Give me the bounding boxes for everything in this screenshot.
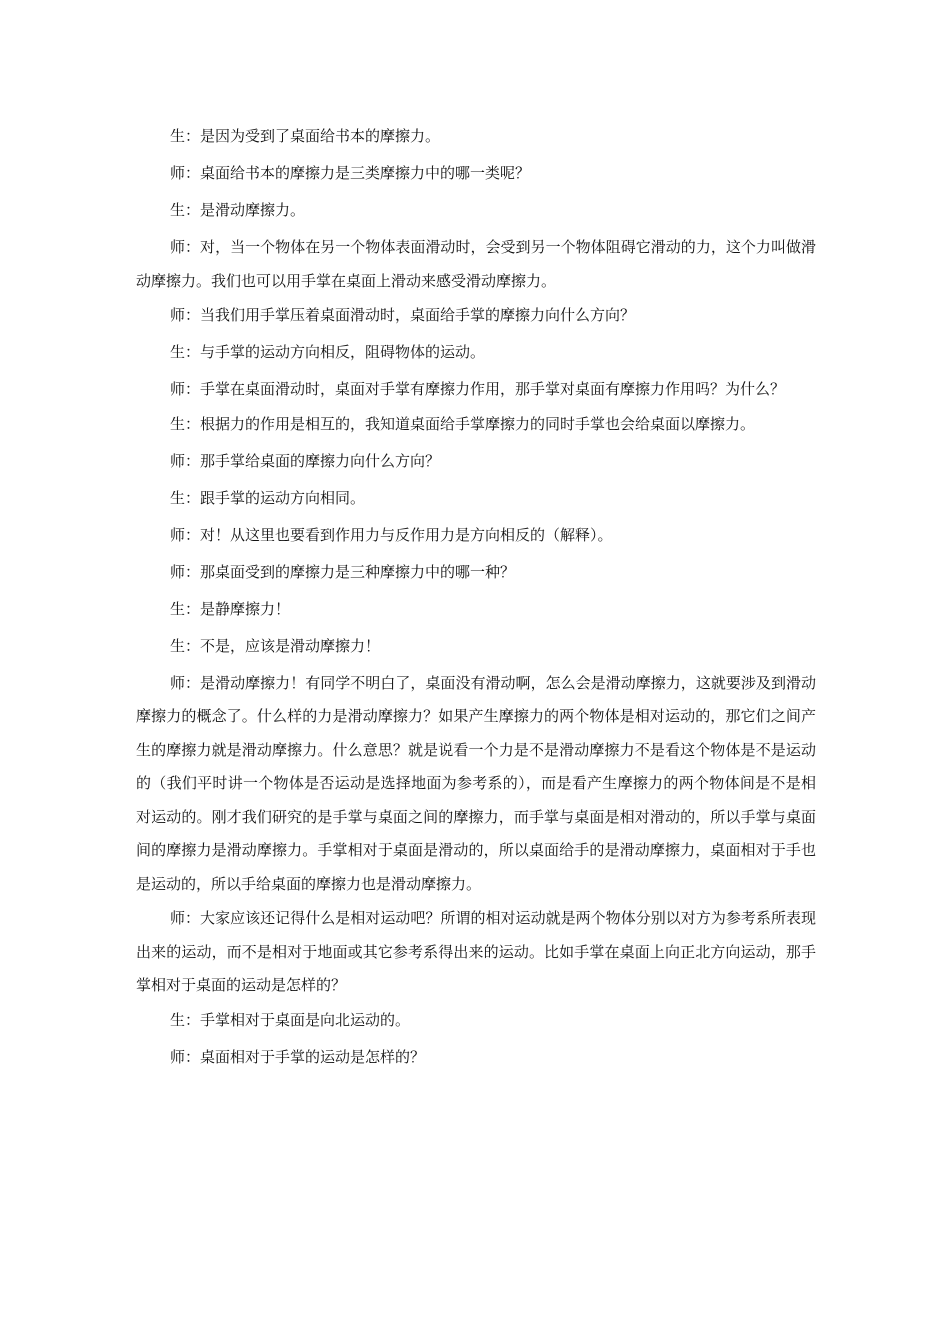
paragraph: 师：对，当一个物体在另一个物体表面滑动时，会受到另一个物体阻碍它滑动的力，这个力叫做滑动摩擦力。我们也可以用手掌在桌面上滑动来感受滑动摩擦力。 — [136, 238, 816, 290]
paragraph: 师：那手掌给桌面的摩擦力向什么方向？ — [170, 451, 441, 470]
paragraph: 生：跟手掌的运动方向相同。 — [170, 488, 366, 507]
paragraph: 师：那桌面受到的摩擦力是三种摩擦力中的哪一种？ — [170, 562, 516, 581]
paragraph: 生：与手掌的运动方向相反，阻碍物体的运动。 — [170, 343, 486, 361]
paragraph: 师：手掌在桌面滑动时，桌面对手掌有摩擦力作用，那手掌对桌面有摩擦力作用吗？为什么？ — [170, 380, 786, 398]
paragraph: 生：是静摩擦力！ — [170, 599, 291, 618]
paragraph: 生：手掌相对于桌面是向北运动的。 — [170, 1010, 411, 1029]
paragraph: 生：根据力的作用是相互的，我知道桌面给手掌摩擦力的同时手掌也会给桌面以摩擦力。 — [170, 414, 756, 433]
paragraph: 师：对！从这里也要看到作用力与反作用力是方向相反的（解释）。 — [170, 525, 613, 544]
paragraph: 师：桌面给书本的摩擦力是三类摩擦力中的哪一类呢？ — [170, 164, 531, 182]
paragraph: 生：是滑动摩擦力。 — [170, 201, 306, 219]
paragraph: 师：是滑动摩擦力！有同学不明白了，桌面没有滑动啊，怎么会是滑动摩擦力，这就要涉及到滑动摩擦力的概念了。什么样的力是滑动摩擦力？如果产生摩擦力的两个物体是相对运动的，那它们之间产生的摩擦力就是滑动摩擦力。什么意思？就是说看一个力是不是滑动摩擦力不是看这个物体是不是运动的（我们平时讲一个物体是否运动是选择地面为参考系的），而是看产生摩擦力的两个物体间是不是相对运动的。刚才我们研究的是手掌与桌面之间的摩擦力，而手掌与桌面是相对滑动的，所以手掌与桌面间的摩擦力是滑动摩擦力。手掌相对于桌面是滑动的，所以桌面给手的是滑动摩擦力，桌面相对于手也是运动的，所以手给桌面的摩擦力也是滑动摩擦力。 — [136, 673, 816, 893]
paragraph: 师：大家应该还记得什么是相对运动吧？所谓的相对运动就是两个物体分别以对方为参考系所表现出来的运动，而不是相对于地面或其它参考系得出来的运动。比如手掌在桌面上向正北方向运动，那手掌相对于桌面的运动是怎样的？ — [136, 909, 816, 994]
paragraph: 师：当我们用手掌压着桌面滑动时，桌面给手掌的摩擦力向什么方向？ — [170, 306, 636, 324]
paragraph: 师：桌面相对于手掌的运动是怎样的？ — [170, 1047, 426, 1066]
document-body — [136, 123, 816, 1081]
paragraph: 生：不是，应该是滑动摩擦力！ — [170, 636, 381, 655]
paragraph: 生：是因为受到了桌面给书本的摩擦力。 — [170, 127, 441, 145]
